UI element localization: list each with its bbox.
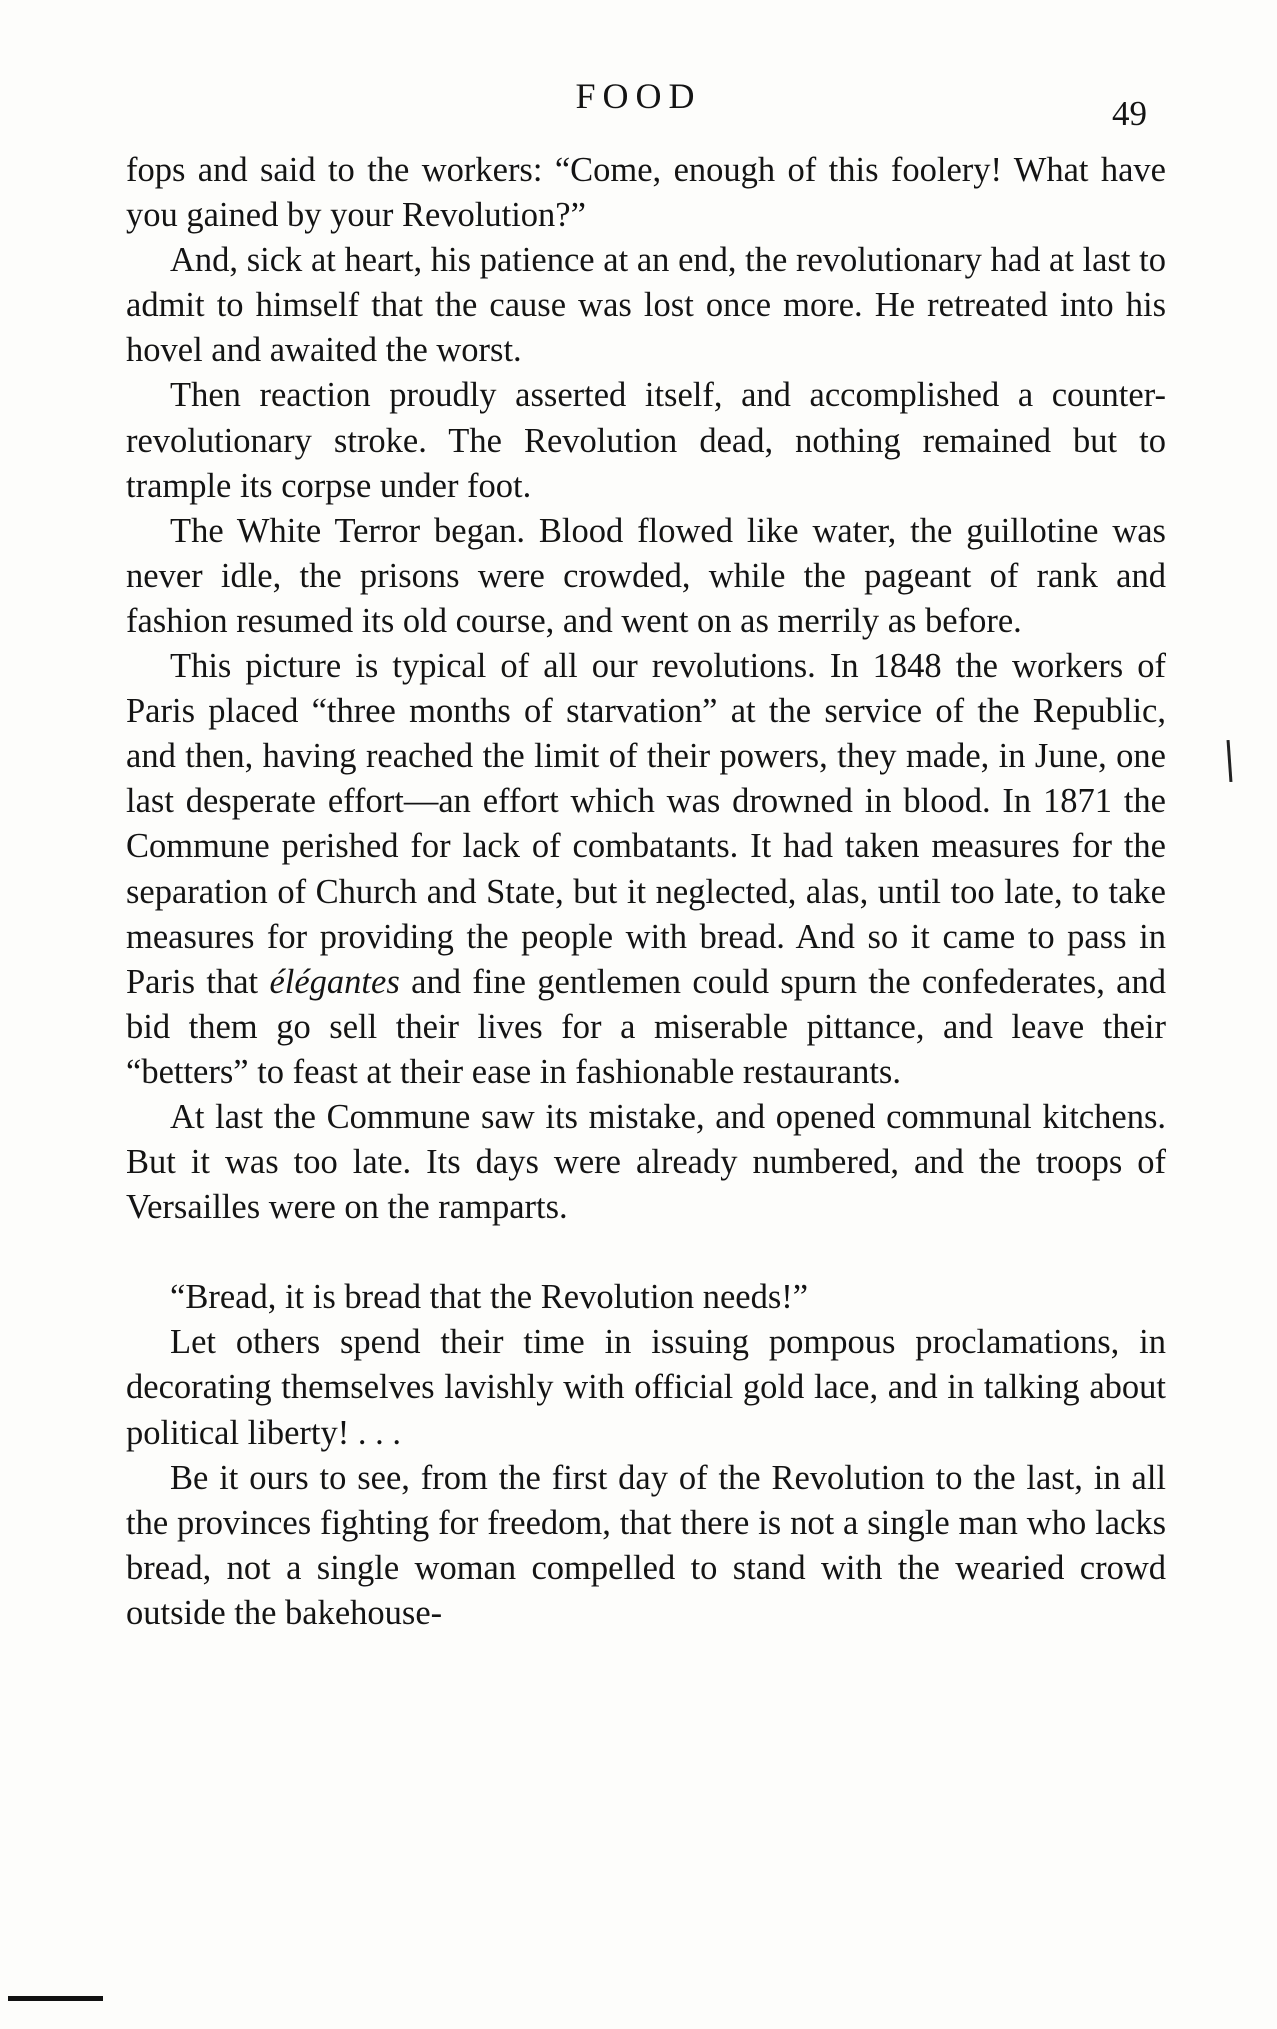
paragraph: And, sick at heart, his patience at an end, the revolutionary had at last to admit to himself that the cause was lost once more. He retreated into his hovel and awaited the worst. <box>126 241 1166 370</box>
body-text <box>126 148 1166 1636</box>
italic-term: élégantes <box>269 962 400 1001</box>
paragraph-revolutions <box>126 644 1166 1095</box>
running-head: FOOD <box>575 76 702 116</box>
paragraph-quote: “Bread, it is bread that the Revolution needs!” <box>170 1278 809 1317</box>
paragraph: At last the Commune saw its mistake, and opened communal kitchens. But it was too late. Its days were already numbered, and the troops of Versailles were on the ramparts. <box>126 1097 1166 1227</box>
paragraph: Then reaction proudly asserted itself, and accomplished a counter-revolutionary stroke. The Revolution dead, nothing remained but to trample its corpse under foot. <box>126 376 1166 505</box>
paragraph-continuation: fops and said to the workers: “Come, enough of this foolery! What have you gained by your Revolution?” <box>126 151 1166 235</box>
paragraph: The White Terror began. Blood flowed like water, the guillotine was never idle, the prisons were crowded, while the pageant of rank and fashion resumed its old course, and went on as merrily as before. <box>126 511 1166 640</box>
paragraph: Be it ours to see, from the first day of the Revolution to the last, in all the provinces fighting for freedom, that there is not a single man who lacks bread, not a single woman compelled to stand with the wearied crowd outside the bakehouse- <box>126 1458 1166 1632</box>
paragraph-text: and fine gentlemen could spurn the confederates, and bid them go sell their lives for a miserable pittance, and leave their “betters” to feast at their ease in fashionable restaurants. <box>126 962 1166 1091</box>
corner-rule <box>8 1996 103 2001</box>
paragraph: Let others spend their time in issuing pompous proclamations, in decorating themselves lavishly with official gold lace, and in talking about political liberty! . . . <box>126 1323 1166 1452</box>
paragraph-text: This picture is typical of all our revolutions. In 1848 the workers of Paris placed “three months of starvation” at the service of the Republic, and then, having reached the limit of their powers, they made, in June, one last desperate effort—an effort which was drowned in blood. In 1871 the Commune perished for lack of combatants. It had taken measures for the separation of Church and State, but it neglected, alas, until too late, to take measures for providing the people with bread. And so it came to pass in Paris that <box>126 647 1166 1001</box>
page-number: 49 <box>1112 94 1147 133</box>
margin-mark <box>1227 740 1233 782</box>
